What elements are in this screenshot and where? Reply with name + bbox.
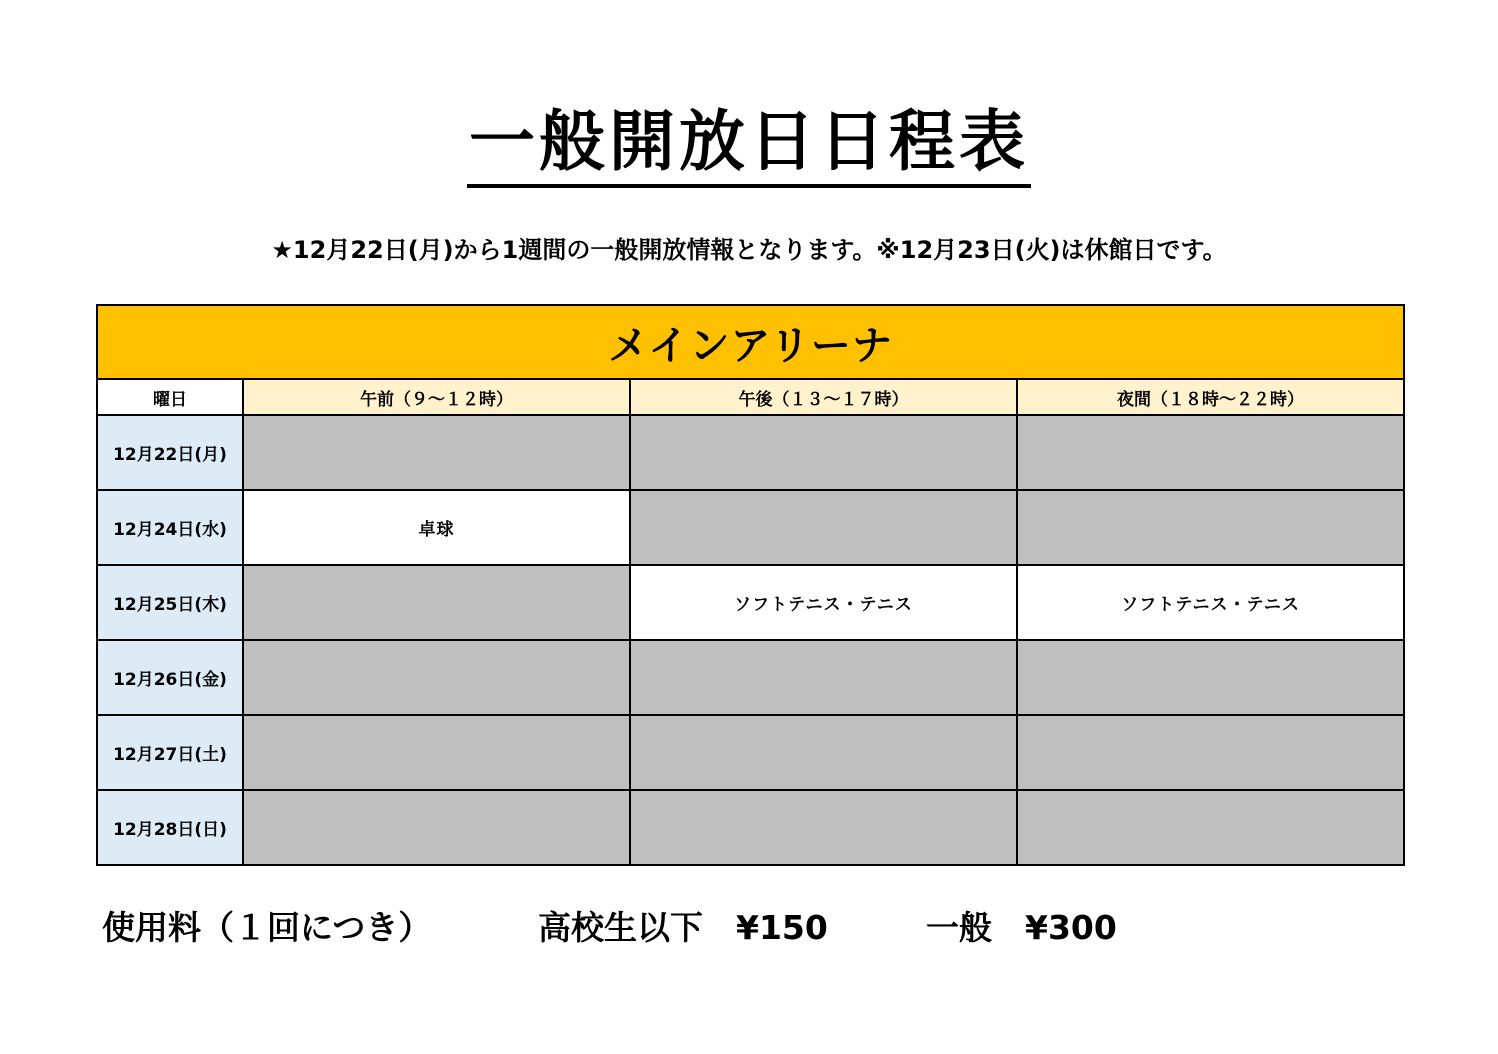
day-cell: 12月25日(木): [97, 565, 243, 640]
morning-slot: [243, 790, 630, 865]
afternoon-slot: [630, 790, 1017, 865]
morning-slot: [243, 565, 630, 640]
evening-slot: [1017, 415, 1404, 490]
column-header-day: 曜日: [97, 379, 243, 415]
page-title: 一般開放日日程表: [467, 100, 1031, 188]
page-title-wrap: [0, 100, 1498, 188]
evening-slot: [1017, 490, 1404, 565]
day-cell: 12月24日(水): [97, 490, 243, 565]
day-cell: 12月26日(金): [97, 640, 243, 715]
table-row: [97, 715, 1404, 790]
table-row: [97, 490, 1404, 565]
afternoon-slot: [630, 490, 1017, 565]
day-cell: 12月27日(土): [97, 715, 243, 790]
afternoon-slot: [630, 415, 1017, 490]
column-header-morning: 午前（９～１２時）: [243, 379, 630, 415]
fee-student: 高校生以下 ¥150: [538, 908, 828, 947]
table-row: [97, 415, 1404, 490]
morning-slot: 卓球: [243, 490, 630, 565]
fee-label: 使用料（１回につき）: [102, 908, 432, 947]
evening-slot: [1017, 640, 1404, 715]
day-cell: 12月28日(日): [97, 790, 243, 865]
afternoon-slot: [630, 640, 1017, 715]
column-header-evening: 夜間（１８時～２２時）: [1017, 379, 1404, 415]
morning-slot: [243, 640, 630, 715]
arena-header: メインアリーナ: [97, 305, 1404, 379]
column-header-afternoon: 午後（１３～１７時）: [630, 379, 1017, 415]
evening-slot: ソフトテニス・テニス: [1017, 565, 1404, 640]
evening-slot: [1017, 790, 1404, 865]
table-row: [97, 640, 1404, 715]
morning-slot: [243, 415, 630, 490]
day-cell: 12月22日(月): [97, 415, 243, 490]
afternoon-slot: [630, 715, 1017, 790]
schedule-table: [96, 304, 1405, 866]
evening-slot: [1017, 715, 1404, 790]
table-row: [97, 790, 1404, 865]
morning-slot: [243, 715, 630, 790]
notice-text: ★12月22日(月)から1週間の一般開放情報となります。※12月23日(火)は休館日です。: [271, 236, 1227, 264]
table-row: [97, 565, 1404, 640]
fee-general: 一般 ¥300: [926, 908, 1117, 947]
afternoon-slot: ソフトテニス・テニス: [630, 565, 1017, 640]
